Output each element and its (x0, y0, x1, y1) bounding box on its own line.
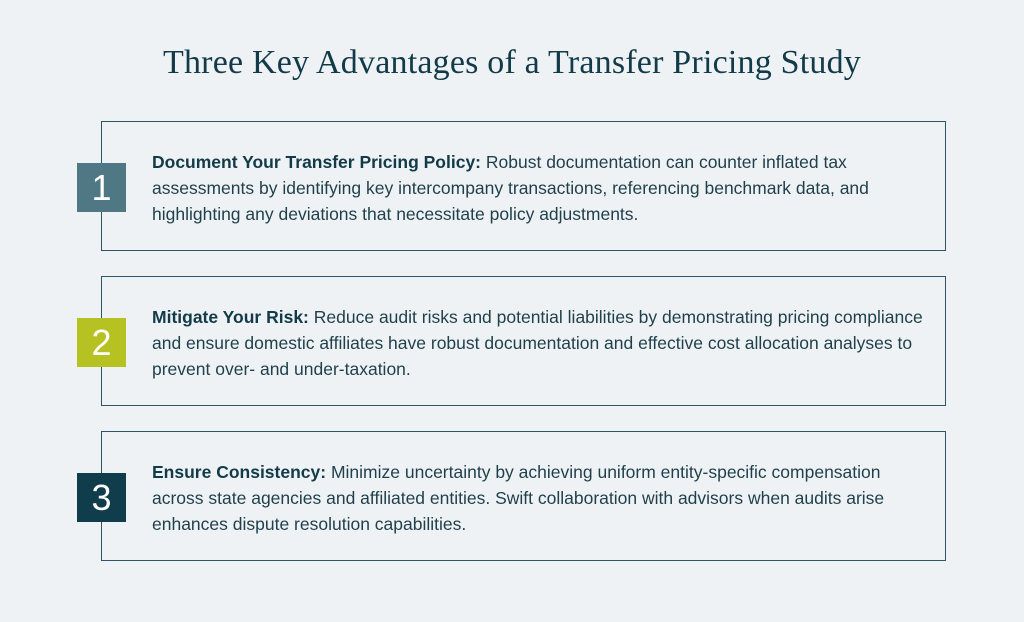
number-badge-2: 2 (77, 318, 126, 367)
advantage-card-2 (91, 276, 946, 406)
advantage-card-3 (91, 431, 946, 561)
advantage-heading-2: Mitigate Your Risk: (152, 307, 309, 327)
advantage-text-1 (152, 149, 932, 227)
advantage-text-3 (152, 459, 932, 537)
page-title: Three Key Advantages of a Transfer Pricing Study (163, 44, 861, 81)
advantage-body-3: Minimize uncertainty by achieving uniform entity-specific compensation across state agencies and affiliated entities. Swift collaboration with advisors when audits arise enhances dispute resolution capabilities. (152, 462, 885, 534)
advantage-heading-1: Document Your Transfer Pricing Policy: (152, 152, 482, 172)
advantage-text-2 (152, 304, 932, 382)
number-badge-1: 1 (77, 163, 126, 212)
advantage-body-2: Reduce audit risks and potential liabilities by demonstrating pricing compliance and ensure domestic affiliates have robust documentation and effective cost allocation analyses to prevent over- and under-taxation. (152, 307, 923, 379)
advantage-heading-3: Ensure Consistency: (152, 462, 327, 482)
advantage-card-1 (91, 121, 946, 251)
number-badge-3: 3 (77, 473, 126, 522)
advantage-body-1: Robust documentation can counter inflated tax assessments by identifying key intercompany transactions, referencing benchmark data, and highlighting any deviations that necessitate policy adjustments. (152, 152, 869, 224)
